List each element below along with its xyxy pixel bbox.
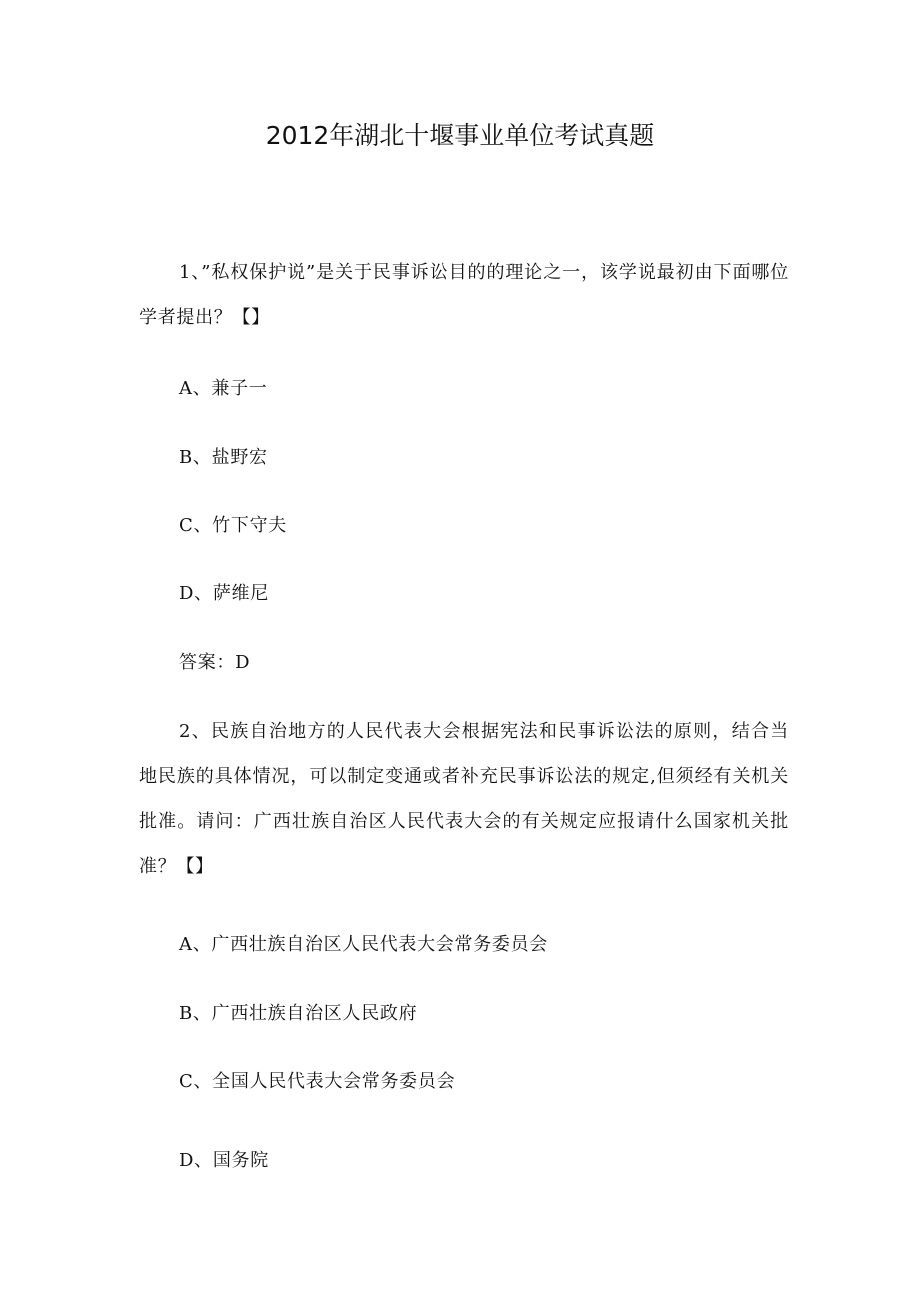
question-2-option-c: C、全国人民代表大会常务委员会 bbox=[179, 1071, 456, 1092]
question-1-option-b: B、盐野宏 bbox=[179, 447, 268, 468]
question-2-option-a: A、广西壮族自治区人民代表大会常务委员会 bbox=[179, 934, 548, 955]
question-2-option-d: D、国务院 bbox=[179, 1150, 269, 1171]
page-title: 2012年湖北十堰事业单位考试真题 bbox=[265, 121, 655, 150]
question-1-answer: 答案：D bbox=[179, 652, 251, 673]
question-1-stem: 1、”私权保护说”是关于民事诉讼目的的理论之一，该学说最初由下面哪位学者提出？【】 bbox=[139, 262, 789, 328]
question-1-option-a: A、兼子一 bbox=[179, 378, 268, 399]
question-2-stem: 2、民族自治地方的人民代表大会根据宪法和民事诉讼法的原则，结合当地民族的具体情况，可以制定变通或者补充民事诉讼法的规定,但须经有关机关批准。请问：广西壮族自治区人民代表大会的有关规定应报请什么国家机关批准？【】 bbox=[139, 721, 789, 877]
question-2-option-b: B、广西壮族自治区人民政府 bbox=[179, 1003, 418, 1024]
question-1-option-c: C、竹下守夫 bbox=[179, 515, 287, 536]
question-1-option-d: D、萨维尼 bbox=[179, 583, 269, 604]
